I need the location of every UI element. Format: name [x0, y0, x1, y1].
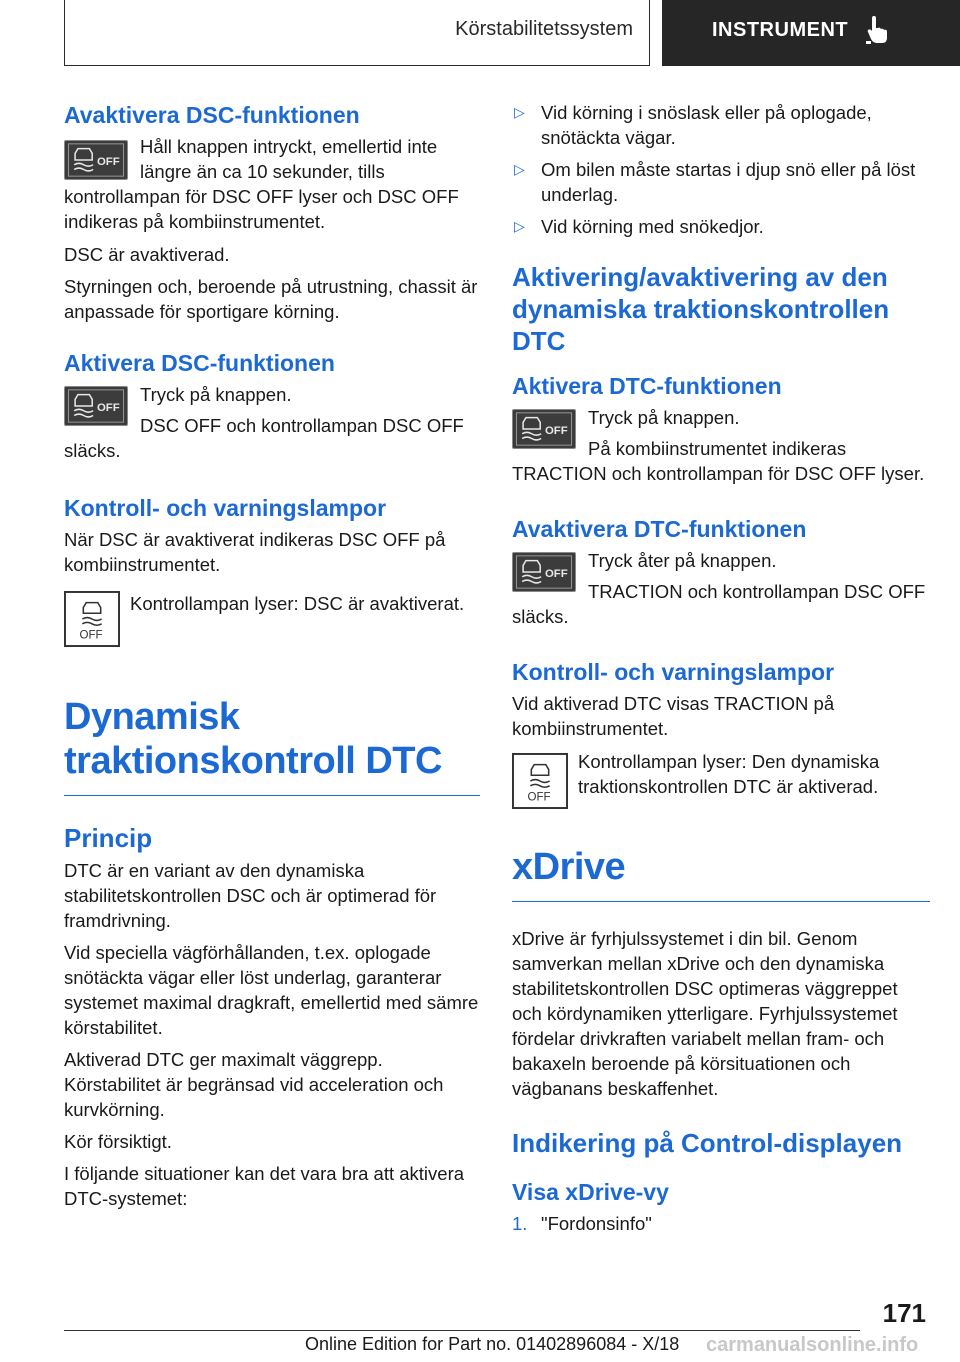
paragraph: På kombiinstrumentet indikeras TRACTION och kontrollampan för DSC OFF lyser. [512, 438, 925, 484]
paragraph: Kontrollampan lyser: DSC är avaktiverat. [130, 593, 465, 614]
paragraph: DSC OFF och kontrollampan DSC OFF släcks. [64, 415, 464, 461]
step-number: 1. [512, 1213, 528, 1234]
heading-toggle-dtc: Aktivering/avaktivering av den dynamiska traktionskontrollen DTC [512, 262, 890, 356]
edition-note: Online Edition for Part no. 01402896084 - X/18 [305, 1334, 680, 1354]
paragraph: Styrningen och, beroende på utrustning, chassit är anpassade för sportigare körning. [64, 276, 478, 322]
paragraph: Tryck på knappen. [588, 407, 740, 428]
dtc-button-row [512, 405, 930, 486]
svg-text:OFF: OFF [544, 424, 568, 437]
chapter-title: INSTRUMENT [712, 18, 849, 41]
paragraph: I följande situationer kan det vara bra att aktivera DTC-systemet: [64, 1163, 465, 1209]
heading-activate-dtc: Aktivera DTC-funktionen [512, 373, 782, 399]
heading-show-xdrive: Visa xDrive-vy [512, 1179, 669, 1205]
svg-text:OFF: OFF [527, 791, 551, 804]
paragraph: Tryck åter på knappen. [588, 550, 777, 571]
heading-deactivate-dsc: Avaktivera DSC-funktionen [64, 102, 360, 128]
paragraph: Aktiverad DTC ger maximalt väggrepp. Körstabilitet är begränsad vid acceleration och kurvkörning. [64, 1049, 444, 1120]
dsc-button-row [64, 134, 480, 234]
paragraph: DTC är en variant av den dynamiska stabilitetskontrollen DSC och är optimerad för framdrivning. [64, 860, 437, 931]
triangle-bullet-icon: ▷ [514, 218, 525, 234]
svg-text:OFF: OFF [544, 567, 568, 580]
paragraph: Vid aktiverad DTC visas TRACTION på kombiinstrumentet. [512, 693, 835, 739]
heading-control-display: Indikering på Control-displayen [512, 1128, 903, 1158]
triangle-bullet-icon: ▷ [514, 161, 525, 177]
dsc-off-button-icon [64, 386, 128, 426]
watermark: carmanualsonline.info [706, 1334, 919, 1356]
paragraph: TRACTION och kontrollampan DSC OFF släcks. [512, 581, 926, 627]
left-column [64, 100, 480, 1218]
svg-text:OFF: OFF [96, 401, 120, 414]
heading-activate-dsc: Aktivera DSC-funktionen [64, 350, 335, 376]
lamp-row [64, 591, 480, 642]
dsc-off-button-icon [64, 140, 128, 180]
svg-text:OFF: OFF [79, 629, 103, 642]
dsc-off-button-icon [512, 552, 576, 592]
traction-lamp-icon [512, 753, 568, 809]
heading-xdrive: xDrive [512, 845, 930, 902]
step-text: "Fordonsinfo" [541, 1213, 652, 1234]
svg-text:OFF: OFF [96, 155, 120, 168]
dsc-off-lamp-icon [64, 591, 120, 647]
heading-lamps: Kontroll- och varningslampor [512, 659, 835, 685]
dsc-button-row [64, 382, 480, 463]
heading-deactivate-dtc: Avaktivera DTC-funktionen [512, 516, 807, 542]
list-item: ▷ Om bilen måste startas i djup snö eller på löst underlag. [514, 159, 916, 205]
list-item: ▷ Vid körning med snökedjor. [514, 216, 764, 237]
paragraph: Kontrollampan lyser: Den dynamiska traktionskontrollen DTC är aktiverad. [578, 751, 880, 797]
paragraph: Håll knappen intryckt, emellertid inte längre än ca 10 sekunder, tills kontrollampan för DSC OFF lyser och DSC OFF indikeras på kombiinstrumentet. [64, 136, 459, 232]
right-column [512, 100, 930, 1236]
paragraph: DSC är avaktiverad. [64, 244, 230, 265]
footer-divider [64, 1330, 860, 1331]
heading-dtc: Dynamisk traktionskontroll DTC [64, 695, 480, 796]
paragraph: Tryck på knappen. [140, 384, 292, 405]
heading-lamps: Kontroll- och varningslampor [64, 495, 387, 521]
paragraph: Vid speciella vägförhållanden, t.ex. oplogade snötäckta vägar eller löst underlag, garanterar systemet maximal dragkraft, emellertid med sämre körstabilitet. [64, 942, 479, 1038]
paragraph: Kör försiktigt. [64, 1131, 172, 1152]
list-item: ▷ Vid körning i snöslask eller på oplogade, snötäckta vägar. [514, 102, 872, 148]
list-item [512, 1211, 930, 1236]
paragraph: När DSC är avaktiverat indikeras DSC OFF på kombiinstrumentet. [64, 529, 446, 575]
triangle-bullet-icon: ▷ [514, 104, 525, 120]
dsc-off-button-icon [512, 409, 576, 449]
page-number: 171 [882, 1298, 926, 1328]
dtc-button-row [512, 548, 930, 629]
lamp-row [512, 749, 930, 804]
hand-pointer-icon [866, 16, 890, 44]
heading-principle: Princip [64, 823, 153, 853]
paragraph: xDrive är fyrhjulssystemet i din bil. Genom samverkan mellan xDrive och den dynamiska stabilitetskontrollen DSC optimeras väggreppet och kördynamiken ytterligare. Fyrhjulssystemet fördelar drivkraften variabelt mellan fram- och bakaxeln beroende på körsituationen och vägbanans beskaffenhet. [512, 928, 898, 1099]
section-title: Körstabilitetssystem [64, 0, 650, 66]
chapter-tab [662, 0, 960, 66]
